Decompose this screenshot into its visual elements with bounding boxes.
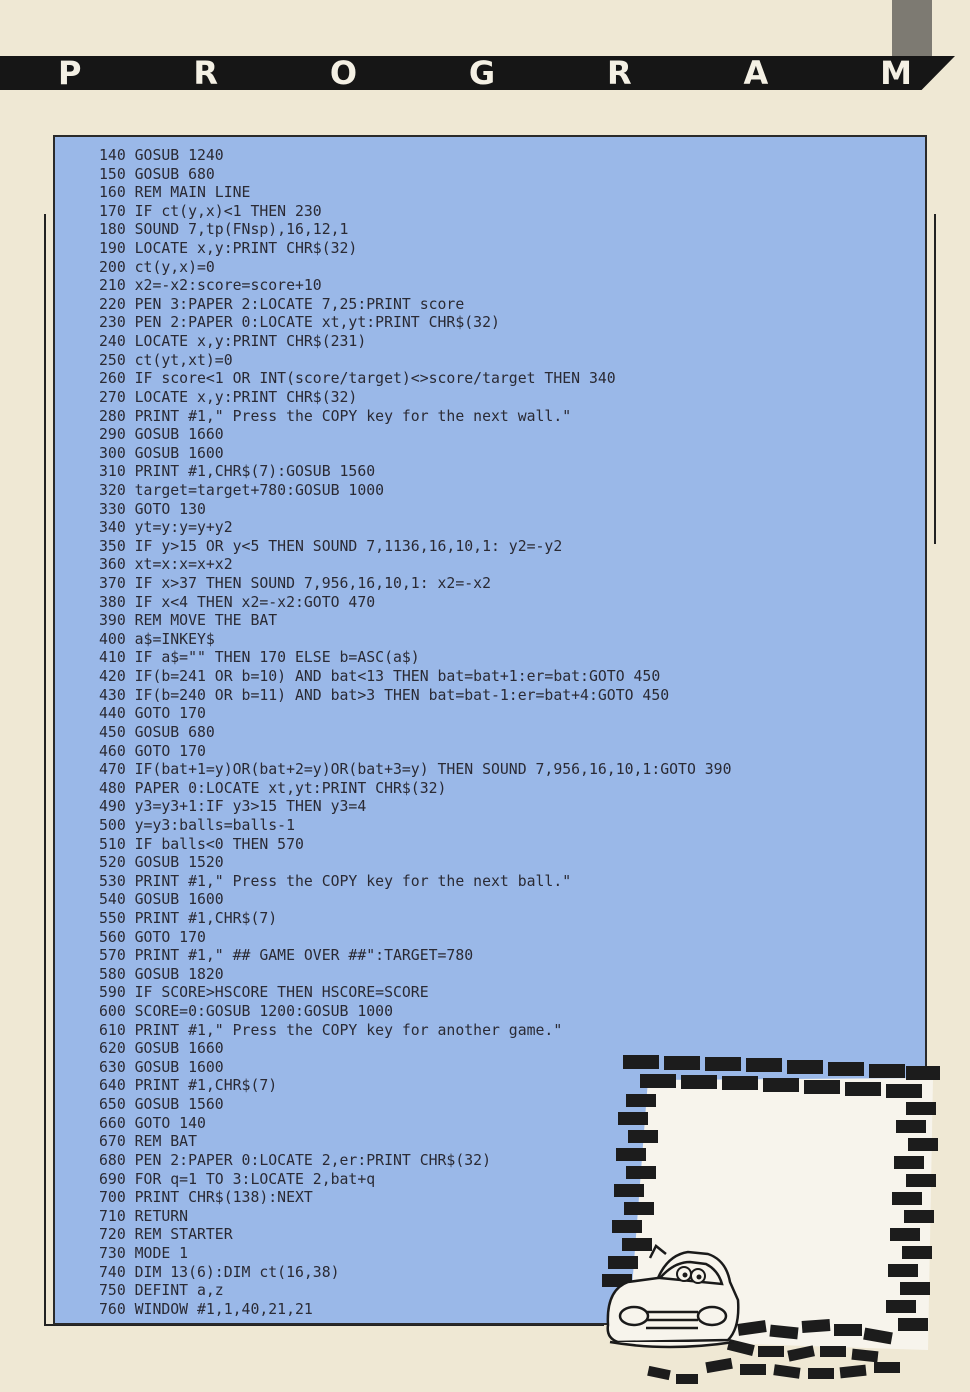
code-line: 680 PEN 2:PAPER 0:LOCATE 2,er:PRINT CHR$(32)	[99, 1151, 491, 1169]
code-line: 510 IF balls<0 THEN 570	[99, 835, 304, 853]
code-line: 370 IF x>37 THEN SOUND 7,956,16,10,1: x2=-x2	[99, 575, 491, 593]
code-line: 140 GOSUB 1240	[99, 147, 224, 164]
brick-wall-car-cartoon-icon	[588, 1050, 948, 1392]
code-line: 570 PRINT #1," ## GAME OVER ##":TARGET=780	[99, 947, 474, 965]
code-line: 700 PRINT CHR$(138):NEXT	[99, 1189, 313, 1207]
code-line: 530 PRINT #1," Press the COPY key for the next ball."	[99, 872, 572, 890]
code-line: 600 SCORE=0:GOSUB 1200:GOSUB 1000	[99, 1003, 393, 1021]
code-line: 220 PEN 3:PAPER 2:LOCATE 7,25:PRINT score	[99, 295, 465, 313]
code-line: 670 REM BAT	[99, 1133, 197, 1151]
code-line: 340 yt=y:y=y+y2	[99, 519, 233, 537]
code-line: 640 PRINT #1,CHR$(7)	[99, 1077, 278, 1095]
code-line: 440 GOTO 170	[99, 705, 206, 723]
code-line: 280 PRINT #1," Press the COPY key for the next wall."	[99, 407, 572, 425]
code-line: 470 IF(bat+1=y)OR(bat+2=y)OR(bat+3=y) THEN SOUND 7,956,16,10,1:GOTO 390	[99, 761, 732, 779]
code-line: 490 y3=y3+1:IF y3>15 THEN y3=4	[99, 798, 367, 816]
page-tab-strip	[892, 0, 932, 60]
code-line: 560 GOTO 170	[99, 928, 206, 946]
code-line: 350 IF y>15 OR y<5 THEN SOUND 7,1136,16,10,1: y2=-y2	[99, 537, 563, 555]
code-line: 360 xt=x:x=x+x2	[99, 556, 233, 574]
code-line: 420 IF(b=241 OR b=10) AND bat<13 THEN bat=bat+1:er=bat:GOTO 450	[99, 668, 661, 686]
frame-rule-right	[934, 214, 936, 544]
code-line: 630 GOSUB 1600	[99, 1058, 224, 1076]
code-line: 300 GOSUB 1600	[99, 444, 224, 462]
code-line: 580 GOSUB 1820	[99, 965, 224, 983]
code-line: 260 IF score<1 OR INT(score/target)<>score/target THEN 340	[99, 370, 616, 388]
code-line: 250 ct(yt,xt)=0	[99, 351, 233, 369]
code-line: 540 GOSUB 1600	[99, 891, 224, 909]
code-line: 740 DIM 13(6):DIM ct(16,38)	[99, 1263, 340, 1281]
code-line: 240 LOCATE x,y:PRINT CHR$(231)	[99, 333, 367, 351]
code-line: 330 GOTO 130	[99, 500, 206, 518]
code-line: 400 a$=INKEY$	[99, 630, 215, 648]
code-line: 180 SOUND 7,tp(FNsp),16,12,1	[99, 221, 349, 239]
header-letter: R	[607, 54, 632, 92]
code-line: 270 LOCATE x,y:PRINT CHR$(32)	[99, 388, 358, 406]
code-line: 500 y=y3:balls=balls-1	[99, 816, 295, 834]
code-line: 210 x2=-x2:score=score+10	[99, 277, 322, 295]
code-line: 690 FOR q=1 TO 3:LOCATE 2,bat+q	[99, 1170, 376, 1188]
header-letter: G	[468, 54, 496, 92]
code-line: 520 GOSUB 1520	[99, 854, 224, 872]
code-line: 760 WINDOW #1,1,40,21,21	[99, 1300, 313, 1318]
code-line: 460 GOTO 170	[99, 742, 206, 760]
code-line: 750 DEFINT a,z	[99, 1282, 224, 1300]
frame-rule-left	[44, 214, 46, 1326]
code-line: 190 LOCATE x,y:PRINT CHR$(32)	[99, 240, 358, 258]
code-line: 620 GOSUB 1660	[99, 1040, 224, 1058]
code-line: 410 IF a$="" THEN 170 ELSE b=ASC(a$)	[99, 649, 420, 667]
code-line: 160 REM MAIN LINE	[99, 184, 251, 202]
code-line: 290 GOSUB 1660	[99, 426, 224, 444]
program-header	[0, 56, 940, 90]
header-letter: A	[743, 54, 769, 92]
code-line: 550 PRINT #1,CHR$(7)	[99, 909, 278, 927]
code-line: 390 REM MOVE THE BAT	[99, 612, 278, 630]
code-line: 610 PRINT #1," Press the COPY key for another game."	[99, 1021, 563, 1039]
code-line: 230 PEN 2:PAPER 0:LOCATE xt,yt:PRINT CHR$(32)	[99, 314, 500, 332]
header-letter: O	[329, 54, 358, 92]
code-line: 450 GOSUB 680	[99, 723, 215, 741]
code-line: 590 IF SCORE>HSCORE THEN HSCORE=SCORE	[99, 984, 429, 1002]
code-line: 710 RETURN	[99, 1207, 189, 1225]
code-line: 430 IF(b=240 OR b=11) AND bat>3 THEN bat=bat-1:er=bat+4:GOTO 450	[99, 686, 670, 704]
code-line: 380 IF x<4 THEN x2=-x2:GOTO 470	[99, 593, 376, 611]
code-line: 720 REM STARTER	[99, 1226, 233, 1244]
code-line: 660 GOTO 140	[99, 1114, 206, 1132]
header-letter: R	[193, 54, 218, 92]
header-letter: P	[58, 54, 82, 92]
code-line: 320 target=target+780:GOSUB 1000	[99, 481, 385, 499]
code-line: 170 IF ct(y,x)<1 THEN 230	[99, 202, 322, 220]
code-line: 150 GOSUB 680	[99, 165, 215, 183]
code-line: 730 MODE 1	[99, 1244, 189, 1262]
header-letter: M	[880, 54, 912, 92]
code-line: 480 PAPER 0:LOCATE xt,yt:PRINT CHR$(32)	[99, 779, 447, 797]
code-line: 650 GOSUB 1560	[99, 1096, 224, 1114]
code-line: 310 PRINT #1,CHR$(7):GOSUB 1560	[99, 463, 376, 481]
code-line: 200 ct(y,x)=0	[99, 258, 215, 276]
